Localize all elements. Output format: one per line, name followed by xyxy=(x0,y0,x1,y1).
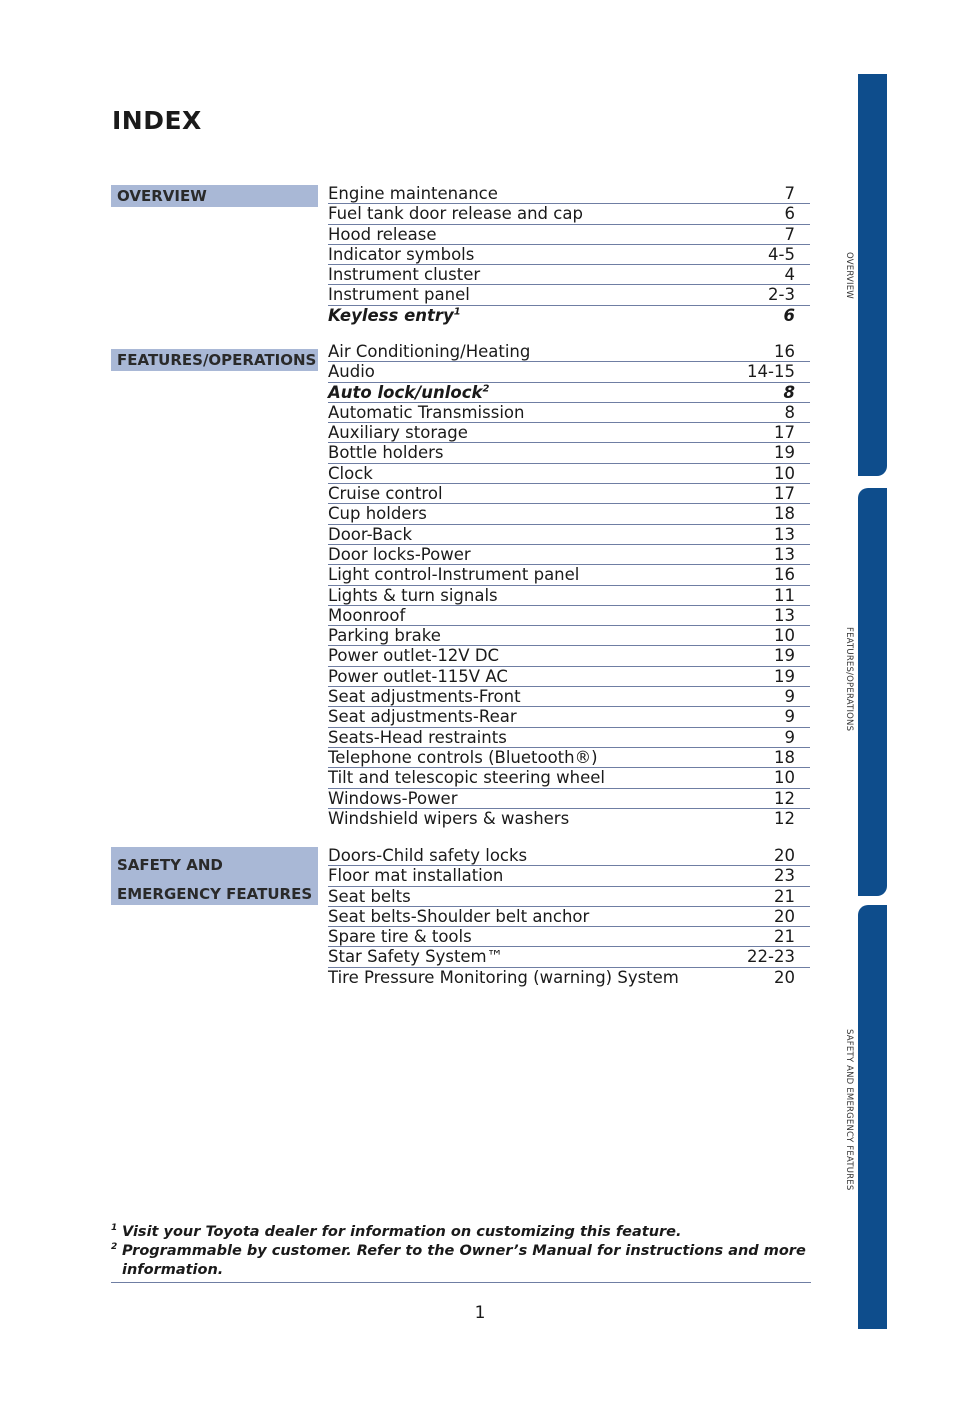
index-entry-page: 16 xyxy=(774,342,795,361)
index-entry-page: 4-5 xyxy=(768,244,795,264)
index-entry-page: 22-23 xyxy=(747,947,795,967)
index-entry-page: 9 xyxy=(784,687,795,707)
index-entry-label: Cup holders xyxy=(328,504,427,524)
index-entry-label: Power outlet-12V DC xyxy=(328,646,500,666)
index-entry-label: Seat belts xyxy=(328,886,411,906)
index-entry xyxy=(328,306,810,326)
section-label-features-operations xyxy=(111,349,318,371)
index-entry-label: Indicator symbols xyxy=(328,244,475,264)
index-entry-page: 7 xyxy=(784,184,795,203)
index-entry xyxy=(328,285,810,305)
index-entry-page: 7 xyxy=(784,224,795,244)
index-entry-page: 11 xyxy=(774,585,795,605)
index-entry-label: Seat adjustments-Rear xyxy=(328,707,517,727)
index-entry-label: Windshield wipers & washers xyxy=(328,808,570,828)
index-entry-page: 6 xyxy=(784,204,795,224)
index-entry xyxy=(328,265,810,285)
index-entry xyxy=(328,789,810,809)
index-entry-page: 16 xyxy=(774,565,795,585)
index-entry xyxy=(328,504,810,524)
footnote-1 xyxy=(111,1223,811,1242)
page-number: 1 xyxy=(474,1303,486,1323)
index-entry-page: 14-15 xyxy=(747,362,795,382)
index-entry-page: 20 xyxy=(774,906,795,926)
index-entry-label: Moonroof xyxy=(328,605,406,625)
index-entry xyxy=(328,464,810,484)
index-entry-page: 10 xyxy=(774,768,795,788)
index-entry xyxy=(328,586,810,606)
index-entry xyxy=(328,626,810,646)
index-entry-label: Seat adjustments-Front xyxy=(328,687,521,707)
index-entry-label: Seats-Head restraints xyxy=(328,727,507,747)
side-tab-features-operations[interactable] xyxy=(858,488,887,896)
footnotes xyxy=(111,1223,811,1280)
index-entry xyxy=(328,907,810,927)
entries-features-operations xyxy=(328,342,810,829)
index-entry xyxy=(328,846,810,866)
index-entry xyxy=(328,887,810,907)
index-entry-page: 21 xyxy=(774,886,795,906)
index-entry-page: 21 xyxy=(774,927,795,947)
footnote-ref: 2 xyxy=(482,383,490,395)
index-entry xyxy=(328,545,810,565)
index-entry xyxy=(328,225,810,245)
index-entry-label: Automatic Transmission xyxy=(328,402,525,422)
index-entry xyxy=(328,565,810,585)
section-label-line: EMERGENCY FEATURES xyxy=(117,885,313,903)
index-entry xyxy=(328,403,810,423)
index-entry-page: 13 xyxy=(774,605,795,625)
index-entry xyxy=(328,866,810,886)
index-entry-label: Bottle holders xyxy=(328,443,444,463)
index-entry-page: 6 xyxy=(783,305,795,325)
index-entry-label: Clock xyxy=(328,463,373,483)
index-entry xyxy=(328,768,810,788)
index-entry-label: Seat belts-Shoulder belt anchor xyxy=(328,906,590,926)
index-entry-label: Light control-Instrument panel xyxy=(328,565,580,585)
index-entry-page: 10 xyxy=(774,626,795,646)
side-tab-label-features-operations: FEATURES/OPERATIONS xyxy=(844,627,854,732)
entries-safety-emergency xyxy=(328,846,810,988)
footnote-mark: 1 xyxy=(111,1223,118,1233)
index-entry-page: 20 xyxy=(774,846,795,865)
index-entry xyxy=(328,667,810,687)
section-label-line: SAFETY AND xyxy=(117,856,223,874)
section-label-line: FEATURES/OPERATIONS xyxy=(117,351,317,369)
index-entry-page: 20 xyxy=(774,967,795,987)
index-entry-label: Instrument panel xyxy=(328,285,470,305)
index-entry-label: Parking brake xyxy=(328,626,441,646)
index-entry-page: 4 xyxy=(784,265,795,285)
index-entry-page: 8 xyxy=(783,382,795,402)
index-entry-page: 18 xyxy=(774,747,795,767)
index-entry-label: Tire Pressure Monitoring (warning) System xyxy=(328,967,679,987)
index-entry-label: Doors-Child safety locks xyxy=(328,846,528,865)
index-entry-label: Instrument cluster xyxy=(328,265,481,285)
index-entry-page: 13 xyxy=(774,524,795,544)
index-entry xyxy=(328,204,810,224)
entries-overview xyxy=(328,184,810,326)
index-entry-label: Auxiliary storage xyxy=(328,423,468,443)
index-entry-label: Cruise control xyxy=(328,484,443,504)
index-entry-label: Door locks-Power xyxy=(328,544,471,564)
index-entry xyxy=(328,809,810,829)
index-entry-label: Windows-Power xyxy=(328,788,458,808)
index-entry xyxy=(328,383,810,403)
index-entry-page: 9 xyxy=(784,707,795,727)
index-entry-label: Power outlet-115V AC xyxy=(328,666,508,686)
index-entry-page: 9 xyxy=(784,727,795,747)
index-entry-label: Lights & turn signals xyxy=(328,585,498,605)
index-entry xyxy=(328,184,810,204)
index-entry-label: Floor mat installation xyxy=(328,866,504,886)
index-entry-label: Audio xyxy=(328,362,375,382)
index-entry-page: 23 xyxy=(774,866,795,886)
side-tab-overview[interactable] xyxy=(858,74,887,476)
index-entry-page: 8 xyxy=(784,402,795,422)
footnote-rule xyxy=(111,1282,811,1283)
index-entry-page: 10 xyxy=(774,463,795,483)
index-entry xyxy=(328,728,810,748)
index-entry xyxy=(328,606,810,626)
index-entry xyxy=(328,362,810,382)
index-entry-page: 13 xyxy=(774,544,795,564)
index-entry-page: 12 xyxy=(774,808,795,828)
index-entry-label: Air Conditioning/Heating xyxy=(328,342,531,361)
footnote-mark: 2 xyxy=(111,1242,118,1252)
index-entry-label: Tilt and telescopic steering wheel xyxy=(328,768,605,788)
page-title: INDEX xyxy=(112,106,202,135)
index-entry-page: 19 xyxy=(774,666,795,686)
index-entry xyxy=(328,443,810,463)
index-entry xyxy=(328,947,810,967)
index-entry-page: 2-3 xyxy=(768,285,795,305)
side-tab-label-safety-emergency: SAFETY AND EMERGENCY FEATURES xyxy=(844,1029,854,1191)
index-entry xyxy=(328,646,810,666)
section-label-line: OVERVIEW xyxy=(117,187,207,205)
side-tab-safety-emergency[interactable] xyxy=(858,905,887,1329)
section-label-overview xyxy=(111,185,318,207)
section-label-safety-emergency xyxy=(111,847,318,905)
index-entry xyxy=(328,342,810,362)
index-entry xyxy=(328,525,810,545)
footnote-ref: 1 xyxy=(453,306,461,318)
index-entry-page: 17 xyxy=(774,484,795,504)
index-entry-label: Door-Back xyxy=(328,524,413,544)
footnote-text: Programmable by customer. Refer to the Owner’s Manual for instructions and more information. xyxy=(122,1243,806,1278)
index-entry xyxy=(328,423,810,443)
index-entry xyxy=(328,707,810,727)
index-entry xyxy=(328,687,810,707)
footnote-text: Visit your Toyota dealer for information on customizing this feature. xyxy=(122,1224,682,1240)
index-entry-label: Telephone controls (Bluetooth®) xyxy=(328,747,598,767)
index-entry-label: Hood release xyxy=(328,224,437,244)
index-entry-page: 19 xyxy=(774,646,795,666)
index-entry-label: Fuel tank door release and cap xyxy=(328,204,583,224)
index-entry xyxy=(328,968,810,988)
index-entry-page: 12 xyxy=(774,788,795,808)
index-entry-page: 18 xyxy=(774,504,795,524)
index-entry xyxy=(328,748,810,768)
index-entry-label: Spare tire & tools xyxy=(328,927,472,947)
index-entry-page: 17 xyxy=(774,423,795,443)
index-entry-page: 19 xyxy=(774,443,795,463)
index-entry xyxy=(328,484,810,504)
index-entry-label: Auto lock/unlock$^2$ xyxy=(328,382,490,402)
side-tab-label-overview: OVERVIEW xyxy=(844,252,854,299)
index-entry-label: Keyless entry$^1$ xyxy=(328,305,461,325)
index-entry-label: Engine maintenance xyxy=(328,184,498,203)
index-entry xyxy=(328,927,810,947)
index-entry-label: Star Safety System™ xyxy=(328,947,504,967)
footnote-2 xyxy=(111,1242,811,1280)
index-entry xyxy=(328,245,810,265)
